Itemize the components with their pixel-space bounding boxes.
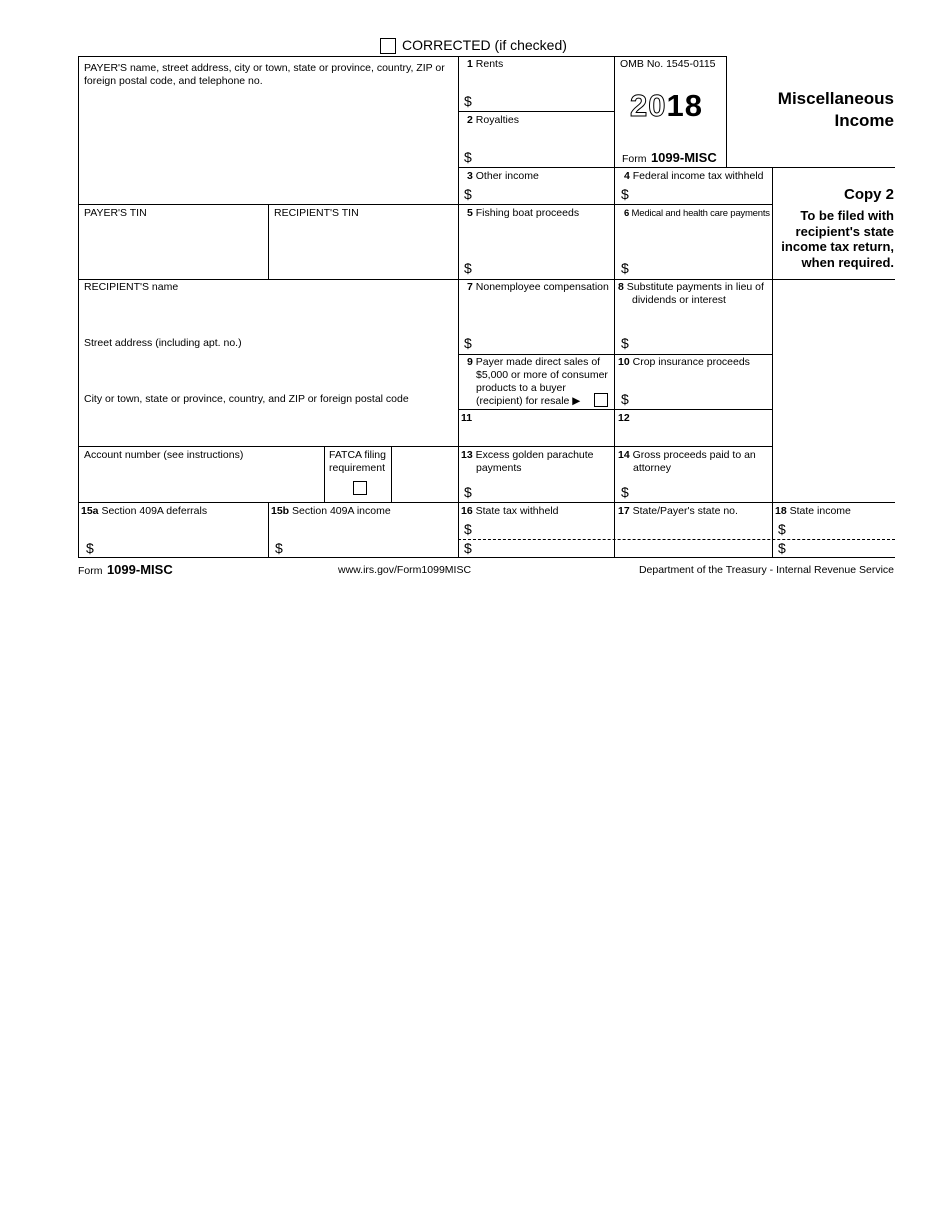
- corrected-label: CORRECTED (if checked): [402, 37, 567, 53]
- tax-year-outline: 20: [630, 88, 667, 123]
- box-8-dollar: $: [621, 335, 629, 351]
- box-4-federal-withheld-field[interactable]: [633, 184, 769, 203]
- rule-col-fatca-right: [391, 446, 392, 503]
- box-2-text: Royalties: [475, 114, 519, 126]
- payer-name-label: PAYER'S name, street address, city or town, state or province, country, ZIP or foreign postal code, and telephone no.: [84, 62, 445, 87]
- street-address-field[interactable]: [80, 352, 456, 388]
- box-13-dollar: $: [464, 484, 472, 500]
- box-5-fishing-field[interactable]: [476, 257, 610, 277]
- form-title-line1: Miscellaneous: [777, 89, 894, 108]
- box-14-num: 14: [618, 449, 630, 461]
- rule-account-top: [78, 446, 772, 447]
- account-number-label: Account number (see instructions): [84, 449, 244, 461]
- box-16-num: 16: [461, 505, 473, 517]
- recipient-name-field[interactable]: [80, 296, 456, 332]
- city-label: City or town, state or province, country, and ZIP or foreign postal code: [84, 393, 409, 405]
- form-name: 1099-MISC: [650, 150, 717, 165]
- box-3-num: 3: [467, 170, 473, 182]
- box-14-label: [618, 449, 770, 475]
- box-11-label: [461, 412, 472, 425]
- box-2-num: 2: [467, 114, 473, 126]
- box-15a-deferrals-field[interactable]: [98, 538, 264, 556]
- payer-tin-label: PAYER'S TIN: [84, 207, 147, 219]
- rule-col-header-right: [726, 56, 727, 168]
- box-15a-text: Section 409A deferrals: [101, 505, 208, 517]
- box-13-text: Excess golden parachute payments: [475, 449, 594, 474]
- box-6-label: [624, 208, 770, 220]
- box-4-label: [624, 170, 764, 183]
- box-13-parachute-field[interactable]: [476, 481, 610, 501]
- fatca-checkbox[interactable]: [353, 481, 367, 495]
- recipient-tin-label: RECIPIENT'S TIN: [274, 207, 359, 219]
- box-3-dollar: $: [464, 186, 472, 202]
- box-15b-income-field[interactable]: [287, 538, 453, 556]
- rule-box11-top: [458, 409, 772, 410]
- box-10-num: 10: [618, 356, 630, 368]
- box-4-dollar: $: [621, 186, 629, 202]
- box-16-state-tax-field-1[interactable]: [476, 519, 610, 538]
- box-15a-label: [81, 505, 207, 518]
- rule-col-15b: [268, 502, 269, 558]
- box-10-text: Crop insurance proceeds: [632, 356, 750, 368]
- street-address-label: Street address (including apt. no.): [84, 337, 242, 349]
- box-17-state-no-field-1[interactable]: [616, 519, 770, 538]
- box-15b-num: 15b: [271, 505, 290, 517]
- box-18-dollar-1: $: [778, 521, 786, 537]
- payer-name-field[interactable]: [80, 92, 456, 202]
- rule-box1-bottom: [458, 111, 614, 112]
- box-6-num: 6: [624, 208, 630, 219]
- box-14-dollar: $: [621, 484, 629, 500]
- box-17-text: State/Payer's state no.: [632, 505, 738, 517]
- box-7-dollar: $: [464, 335, 472, 351]
- box-4-text: Federal income tax withheld: [632, 170, 764, 182]
- recipient-tin-field[interactable]: [270, 222, 456, 277]
- form-title-line2: Income: [834, 111, 894, 130]
- rule-col-mid: [614, 56, 615, 558]
- box-18-state-income-field-2[interactable]: [790, 540, 894, 556]
- box-7-num: 7: [467, 281, 473, 293]
- box-18-label: [775, 505, 851, 518]
- box-12-field[interactable]: [616, 425, 770, 445]
- rule-col-tin: [268, 204, 269, 280]
- box-4-num: 4: [624, 170, 630, 182]
- box-8-substitute-field[interactable]: [633, 332, 769, 352]
- box-18-dollar-2: $: [778, 540, 786, 556]
- copy-description: To be filed with recipient's state income tax return, when required.: [781, 208, 894, 270]
- box-6-text: Medical and health care payments: [631, 208, 770, 219]
- box-16-dollar-2: $: [464, 540, 472, 556]
- box-8-text: Substitute payments in lieu of dividends or interest: [626, 281, 764, 306]
- box-8-num: 8: [618, 281, 624, 293]
- box-11-field[interactable]: [460, 425, 612, 445]
- box-6-medical-field[interactable]: [633, 257, 769, 277]
- box-1-label: [467, 58, 503, 71]
- box-13-num: 13: [461, 449, 473, 461]
- box-16-text: State tax withheld: [475, 505, 559, 517]
- box-11-num: 11: [461, 412, 473, 424]
- box-9-checkbox[interactable]: [594, 393, 608, 407]
- box-5-num: 5: [467, 207, 473, 219]
- box-15b-label: [271, 505, 391, 518]
- rule-left: [78, 56, 79, 558]
- box-7-nonemployee-field[interactable]: [476, 332, 610, 352]
- box-6-dollar: $: [621, 260, 629, 276]
- box-17-label: [618, 505, 738, 518]
- rule-top: [78, 56, 726, 57]
- box-3-text: Other income: [475, 170, 539, 182]
- payer-tin-field[interactable]: [80, 222, 266, 277]
- box-17-state-no-field-2[interactable]: [616, 540, 770, 556]
- box-3-label: [467, 170, 539, 183]
- footer-form-id: [78, 561, 173, 579]
- box-2-royalties-field[interactable]: [476, 146, 610, 166]
- box-2-dollar: $: [464, 149, 472, 165]
- box-12-num: 12: [618, 412, 630, 424]
- box-14-attorney-field[interactable]: [633, 481, 769, 501]
- box-2-label: [467, 114, 519, 127]
- omb-number: OMB No. 1545-0115: [620, 58, 716, 70]
- box-10-crop-field[interactable]: [633, 388, 769, 408]
- tax-year: [630, 88, 703, 124]
- box-5-label: [467, 207, 579, 220]
- fatca-label: FATCA filing requirement: [329, 449, 386, 474]
- box-15b-dollar: $: [275, 540, 283, 556]
- box-7-label: [467, 281, 609, 294]
- footer-department: Department of the Treasury - Internal Revenue Service: [638, 564, 894, 576]
- box-10-label: [618, 356, 750, 369]
- box-18-num: 18: [775, 505, 787, 517]
- box-8-label: [618, 281, 774, 307]
- form-title: [730, 88, 894, 132]
- box-10-dollar: $: [621, 391, 629, 407]
- box-18-text: State income: [789, 505, 851, 517]
- box-13-label: [461, 449, 612, 475]
- tax-year-bold: 18: [666, 88, 703, 123]
- box-3-other-income-field[interactable]: [476, 184, 610, 203]
- corrected-checkbox[interactable]: [380, 38, 396, 54]
- rule-row3-top: [458, 167, 895, 168]
- rule-tin-top: [78, 204, 772, 205]
- box-1-rents-field[interactable]: [476, 90, 610, 110]
- box-9-num: 9: [467, 356, 473, 368]
- box-9-text: Payer made direct sales of $5,000 or more of consumer products to a buyer (recipient) for resale ▶: [475, 356, 608, 407]
- rule-box9-top: [458, 354, 772, 355]
- account-number-field[interactable]: [80, 464, 322, 500]
- box-17-num: 17: [618, 505, 630, 517]
- box-15a-dollar: $: [86, 540, 94, 556]
- copy-label: Copy 2: [843, 186, 894, 203]
- footer-form-name: 1099-MISC: [106, 562, 173, 577]
- box-16-state-tax-field-2[interactable]: [476, 540, 610, 556]
- form-prefix: Form: [622, 153, 647, 165]
- box-16-dollar-1: $: [464, 521, 472, 537]
- box-12-label: [618, 412, 630, 425]
- recipient-name-label: RECIPIENT'S name: [84, 281, 179, 293]
- box-1-dollar: $: [464, 93, 472, 109]
- box-1-num: 1: [467, 58, 473, 70]
- rule-col-fatca-left: [324, 446, 325, 503]
- box-14-text: Gross proceeds paid to an attorney: [632, 449, 756, 474]
- box-16-label: [461, 505, 559, 518]
- box-1-text: Rents: [475, 58, 504, 70]
- box-18-state-income-field-1[interactable]: [790, 519, 894, 538]
- rule-col-payer: [458, 56, 459, 558]
- box-15b-text: Section 409A income: [292, 505, 391, 517]
- box-7-text: Nonemployee compensation: [475, 281, 609, 293]
- city-field[interactable]: [80, 408, 456, 444]
- box-15a-num: 15a: [81, 505, 99, 517]
- box-5-text: Fishing boat proceeds: [475, 207, 580, 219]
- footer-url: www.irs.gov/Form1099MISC: [338, 564, 472, 576]
- box-9-label: [467, 356, 612, 408]
- form-id-header: [622, 149, 717, 167]
- box-5-dollar: $: [464, 260, 472, 276]
- footer-form-prefix: Form: [78, 565, 103, 577]
